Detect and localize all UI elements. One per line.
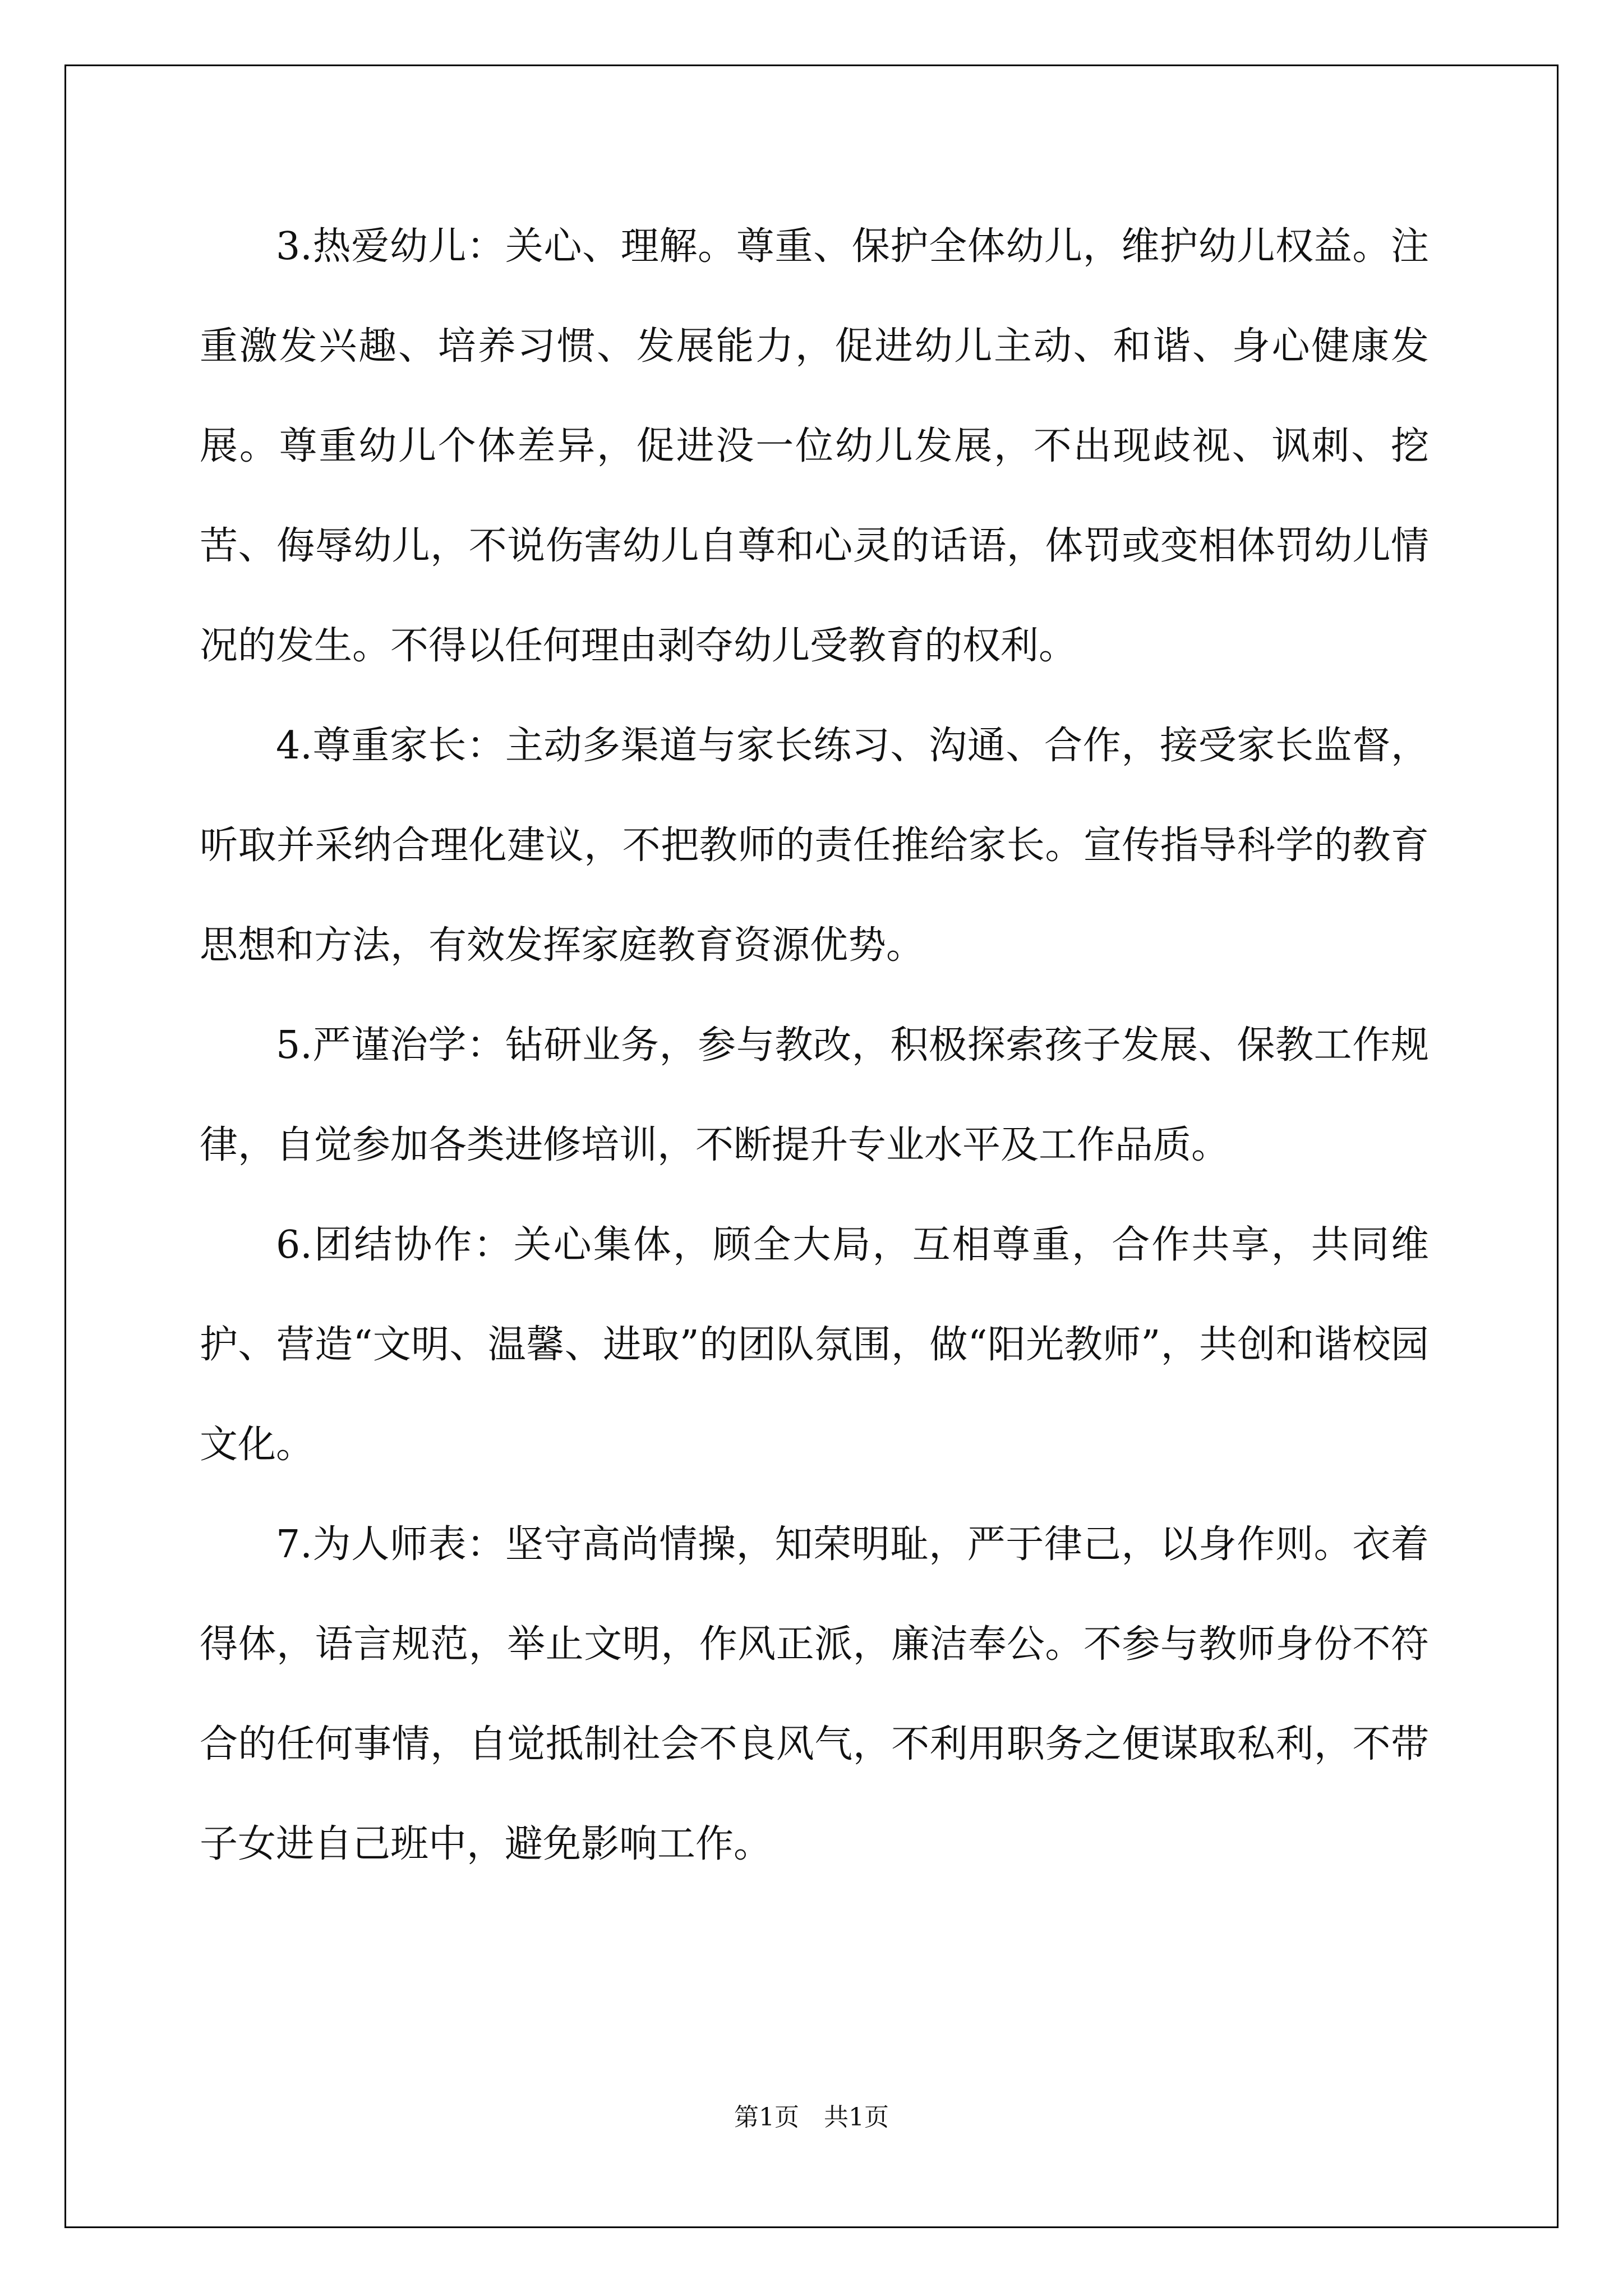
paragraph-teamwork: 6.团结协作：关心集体，顾全大局，互相尊重，合作共享，共同维护、营造“文明、温馨、进取”的团队氛围，做“阳光教师”，共创和谐校园文化。 [200, 1223, 1429, 1467]
page-number-footer: 第1页 共1页 [734, 2103, 889, 2132]
paragraph-respect-parents: 4.尊重家长：主动多渠道与家长练习、沟通、合作，接受家长监督，听取并采纳合理化建议，不把教师的责任推给家长。宣传指导科学的教育思想和方法，有效发挥家庭教育资源优势。 [200, 724, 1429, 968]
document-body [200, 197, 1429, 1894]
paragraph-role-model: 7.为人师表：坚守高尚情操，知荣明耻，严于律己，以身作则。衣着得体，语言规范，举止文明，作风正派，廉洁奉公。不参与教师身份不符合的任何事情，自觉抵制社会不良风气，不利用职务之便谋取私利，不带子女进自己班中，避免影响工作。 [200, 1522, 1429, 1866]
paragraph-rigorous-study: 5.严谨治学：钻研业务，参与教改，积极探索孩子发展、保教工作规律，自觉参加各类进修培训，不断提升专业水平及工作品质。 [200, 1023, 1429, 1167]
paragraph-love-children: 3.热爱幼儿：关心、理解。尊重、保护全体幼儿，维护幼儿权益。注重激发兴趣、培养习惯、发展能力，促进幼儿主动、和谐、身心健康发展。尊重幼儿个体差异，促进没一位幼儿发展，不出现歧视、讽刺、挖苦、侮辱幼儿，不说伤害幼儿自尊和心灵的话语，体罚或变相体罚幼儿情况的发生。不得以任何理由剥夺幼儿受教育的权利。 [200, 224, 1429, 668]
